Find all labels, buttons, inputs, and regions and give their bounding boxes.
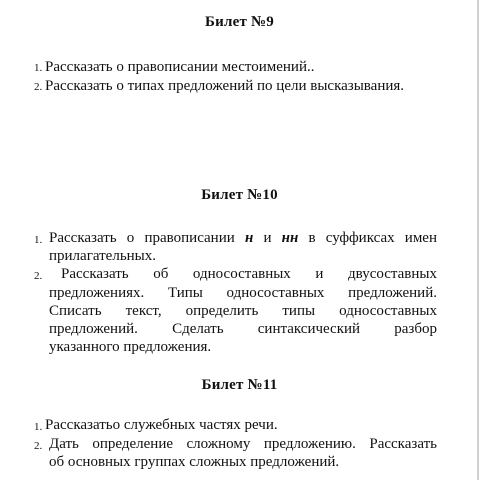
t10-q1-emph-nn: нн	[281, 230, 299, 246]
t10-q1-post: в суффиксах имен	[308, 230, 437, 246]
t11-q2-line2: об основных группах сложных предложений.	[49, 454, 340, 470]
t10-q1-mid: и	[263, 230, 272, 246]
t11-q1-text: Рассказатьо служебных частях речи.	[45, 417, 278, 433]
t11-q2-number: 2.	[34, 440, 43, 452]
ticket-10-title: Билет №10	[201, 187, 278, 203]
t10-q2-line5: указанного предложения.	[49, 339, 212, 355]
t11-q1-number: 1.	[34, 421, 43, 433]
ticket-11-title: Билет №11	[201, 377, 278, 393]
t10-q2-line1: Рассказать об односоставных и двусоставных	[61, 266, 437, 282]
t9-q1-number: 1.	[34, 62, 43, 74]
t10-q1-line1	[49, 229, 437, 247]
ticket-9-title: Билет №9	[205, 14, 274, 30]
t10-q1-line2: прилагательных.	[49, 248, 157, 264]
t10-q1-emph-n: н	[244, 230, 254, 246]
t10-q2-line3: Списать текст, определить типы односоставных	[49, 303, 437, 319]
t10-q2-line2: предложениях. Типы односоставных предложений.	[49, 285, 437, 301]
t10-q2-line4: предложений. Сделать синтаксический разбор	[49, 321, 437, 337]
t9-q2-number: 2.	[34, 81, 43, 93]
t9-q1-text: Рассказать о правописании местоимений..	[45, 59, 315, 75]
t10-q1-number: 1.	[34, 234, 43, 246]
t9-q2-text: Рассказать о типах предложений по цели высказывания.	[45, 78, 405, 94]
t10-q2-number: 2.	[34, 270, 43, 282]
t11-q2-line1: Дать определение сложному предложению. Рассказать	[49, 436, 437, 452]
t10-q1-pre: Рассказать о правописании	[49, 230, 235, 246]
